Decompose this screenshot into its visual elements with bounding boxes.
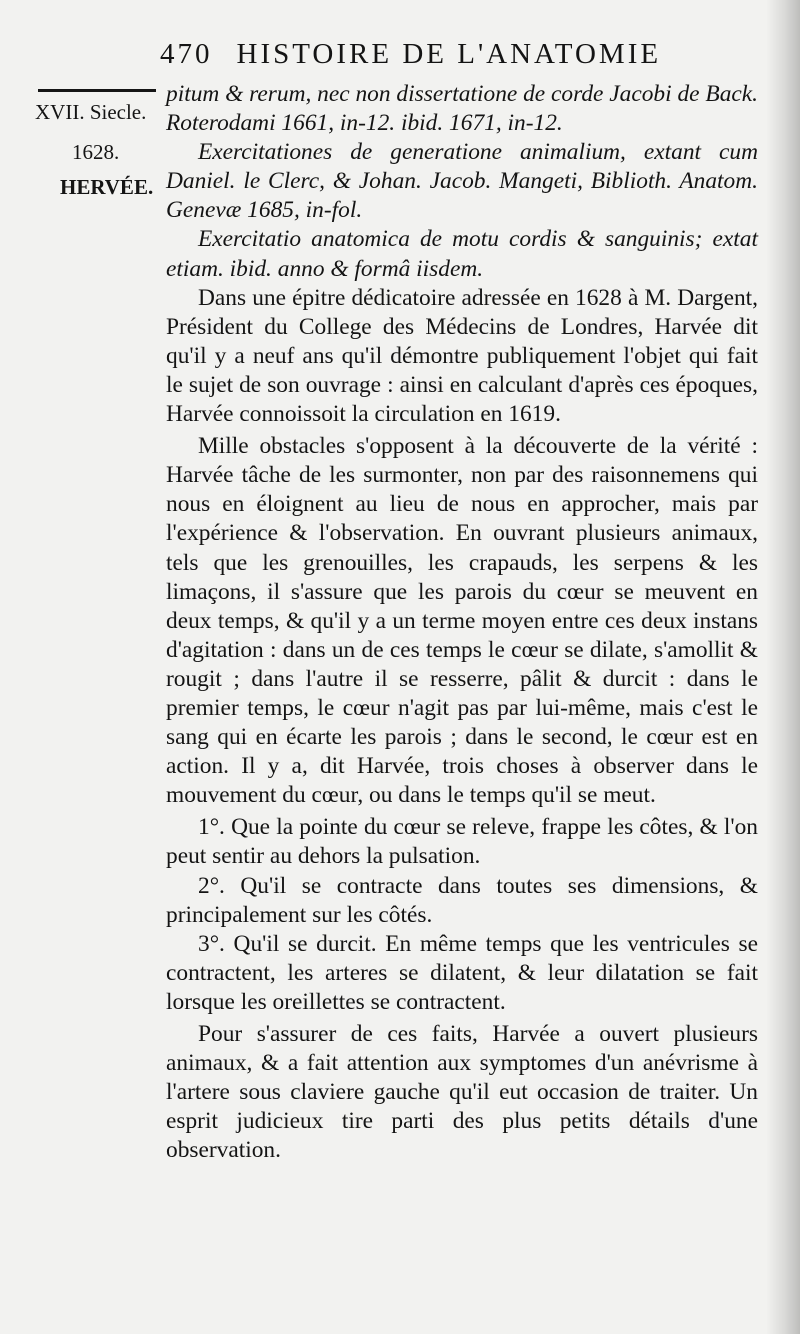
paragraph-bibliography-generatione: Exercitationes de generatione animalium, extant cum Daniel. le Clerc, & Johan. Jacob. Mangeti, Biblioth. Anatom. Genevæ 1685, in-fol.	[166, 139, 758, 224]
paragraph-dedication: Dans une épitre dédicatoire adressée en 1628 à M. Dargent, Président du College des Médecins de Londres, Harvée dit qu'il y a neuf ans qu'il démontre publiquement l'objet qui fait le sujet de son ouvrage : ainsi en calculant d'après ces époques, Harvée connoissoit la circulation en 1619.	[166, 284, 758, 428]
paragraph-observations: Mille obstacles s'opposent à la découverte de la vérité : Harvée tâche de les surmonter, non par des raisonnemens qui nous en éloignent au lieu de nous en approcher, mais par l'expérience & l'observation. En ouvrant plusieurs animaux, tels que les grenouilles, les crapauds, les serpens & les limaçons, il s'assure que les parois du cœur se meuvent en deux temps, & qu'il y a un terme moyen entre ces deux instans d'agitation : dans un de ces temps le cœur se dilate, s'amollit & rougit ; dans l'autre il se resserre, pâlit & durcit : dans le premier temps, le cœur n'agit pas par lui-même, mais c'est le sang qui en écarte les parois ; dans le second, le cœur est en action. Il y a, dit Harvée, trois choses à observer dans le mouvement du cœur, ou dans le temps qu'il se meut.	[166, 433, 758, 809]
margin-note-year: 1628.	[72, 140, 120, 164]
paragraph-bibliography-continued: pitum & rerum, nec non dissertatione de corde Jacobi de Back. Roterodami 1661, in-12. ibid. 1671, in-12.	[166, 81, 758, 137]
paragraph-point-two: 2°. Qu'il se contracte dans toutes ses dimensions, & principalement sur les côtés.	[166, 872, 758, 928]
page-edge-shadow	[766, 0, 800, 1334]
running-title: HISTOIRE DE L'ANATOMIE	[236, 38, 662, 70]
paragraph-point-three: 3°. Qu'il se durcit. En même temps que les ventricules se contractent, les arteres se dilatent, & leur dilatation se fait lorsque les oreillettes se contractent.	[166, 930, 758, 1015]
margin-note-author: HERVÉE.	[60, 175, 154, 199]
margin-rule	[38, 89, 156, 92]
page-number: 470	[160, 38, 213, 70]
paragraph-conclusion: Pour s'assurer de ces faits, Harvée a ouvert plusieurs animaux, & a fait attention aux symptomes d'un anévrisme à l'artere sous claviere gauche qu'il eut occasion de traiter. Un esprit judicieux tire parti des plus petits détails d'une observation.	[166, 1021, 758, 1164]
paragraph-bibliography-motu-cordis: Exercitatio anatomica de motu cordis & sanguinis; extat etiam. ibid. anno & formâ iisdem.	[166, 226, 758, 282]
running-header	[160, 38, 680, 78]
margin-note-century: XVII. Siecle.	[35, 100, 147, 124]
body-text	[166, 80, 758, 1165]
paragraph-point-one: 1°. Que la pointe du cœur se releve, frappe les côtes, & l'on peut sentir au dehors la pulsation.	[166, 814, 758, 870]
